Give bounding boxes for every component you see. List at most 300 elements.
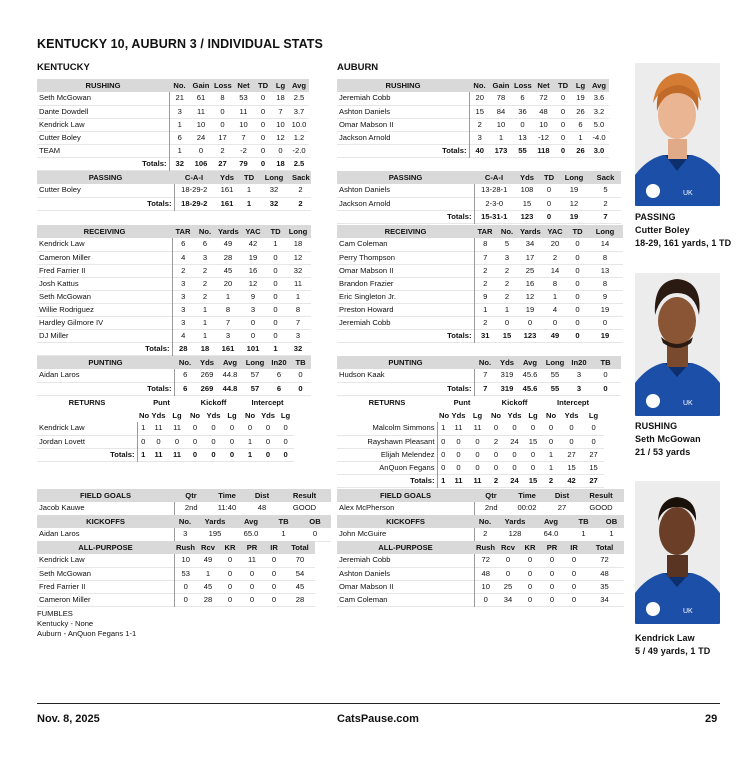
header-row: [337, 171, 621, 184]
player-name: Cam Coleman: [339, 594, 388, 604]
table-cell: 0: [475, 449, 480, 459]
column-header: Loss: [512, 79, 533, 92]
table-cell: 26: [576, 145, 585, 155]
table-row: [37, 422, 294, 435]
column-header: Long: [587, 225, 623, 238]
table-cell: 3: [576, 370, 582, 380]
player-name: Seth McGowan: [39, 568, 91, 578]
table-cell: 12: [293, 252, 303, 262]
column-header: No: [542, 409, 560, 422]
table-cell: 1: [504, 304, 510, 314]
table-cell: 0: [156, 436, 161, 446]
table-cell: 0: [549, 581, 555, 591]
auburn-field-goals-table: [337, 489, 624, 516]
table-cell: 11: [239, 106, 248, 116]
table-cell: 0: [273, 317, 278, 327]
table-cell: 2nd: [474, 502, 508, 515]
table-cell: 0: [569, 436, 574, 446]
column-header: PR: [241, 541, 263, 554]
column-header: Net: [533, 79, 554, 92]
table-cell: 53: [239, 93, 248, 103]
table-cell: 5: [504, 239, 510, 249]
table-cell: 0: [571, 568, 577, 578]
player-name: Jackson Arnold: [339, 198, 391, 208]
table-cell: 28: [172, 342, 194, 355]
column-header: C-A-I: [174, 171, 214, 184]
column-header: No.: [174, 515, 196, 528]
table-cell: 6: [174, 382, 196, 395]
table-cell: 4: [172, 329, 194, 342]
table-cell: 0: [571, 594, 577, 604]
column-header: Yds: [449, 409, 468, 422]
table-cell: 1.2: [293, 132, 305, 142]
header-row: [337, 356, 621, 369]
player-name: Aidan Laros: [39, 529, 80, 539]
table-row: [37, 554, 315, 567]
column-header: Yds: [560, 409, 583, 422]
table-row: [337, 238, 623, 251]
table-row: [37, 118, 309, 131]
footer-site: CatsPause.com: [337, 713, 419, 725]
table-cell: 27: [557, 503, 567, 513]
table-cell: 0: [527, 568, 533, 578]
column-header: KR: [519, 541, 541, 554]
table-cell: 31: [474, 329, 496, 342]
table-row: [37, 277, 311, 290]
table-cell: 7: [474, 382, 496, 395]
table-cell: 2: [474, 316, 496, 329]
table-row: [337, 316, 623, 329]
table-cell: 2: [220, 145, 225, 155]
player-name: Seth McGowan: [39, 93, 91, 103]
table-cell: 0: [546, 185, 552, 195]
column-header: Lg: [277, 409, 294, 422]
table-cell: 0: [437, 435, 449, 448]
table-cell: 1: [169, 118, 190, 131]
table-cell: 1: [202, 317, 208, 327]
table-cell: 11: [154, 423, 163, 433]
table-cell: 45.6: [522, 370, 538, 380]
table-cell: 0: [530, 449, 536, 459]
table-cell: 0: [211, 436, 216, 446]
table-cell: 319: [500, 383, 514, 393]
table-cell: 2: [504, 291, 510, 301]
table-cell: 8: [225, 304, 231, 314]
table-cell: 28: [295, 594, 305, 604]
table-cell: 45.6: [522, 383, 538, 393]
table-cell: 123: [523, 330, 537, 340]
column-header: Time: [208, 489, 246, 502]
table-cell: 1: [225, 291, 231, 301]
footer-divider: [37, 703, 720, 704]
page-title: KENTUCKY 10, AUBURN 3 / INDIVIDUAL STATS: [37, 37, 323, 51]
column-header: Lg: [572, 79, 589, 92]
player-photo-cutter-boley: [635, 63, 720, 206]
column-header: TB: [590, 356, 621, 369]
table-cell: 45: [223, 265, 233, 275]
table-cell: 25: [503, 581, 513, 591]
column-header: TD: [254, 79, 272, 92]
column-header: Long: [285, 225, 311, 238]
table-cell: 6: [578, 119, 583, 129]
table-row: [337, 92, 609, 105]
table-cell: 3: [169, 105, 190, 118]
kentucky-receiving-table: [37, 225, 311, 356]
table-row: [37, 528, 331, 541]
table-cell: 1: [247, 449, 253, 459]
table-cell: 0: [271, 568, 277, 578]
column-header: Lg: [468, 409, 487, 422]
caption-rushing: RUSHING Seth McGowan 21 / 53 yards: [635, 421, 701, 457]
column-header: Time: [508, 489, 546, 502]
table-cell: 15: [567, 462, 576, 472]
table-cell: 0: [174, 580, 197, 593]
table-cell: 0: [229, 449, 235, 459]
auburn-returns-table: [337, 396, 604, 488]
table-row: [37, 290, 311, 303]
table-cell: 0: [247, 423, 253, 433]
table-cell: 10: [239, 119, 248, 129]
player-name: Josh Kattus: [39, 278, 79, 288]
column-header: No.: [474, 515, 496, 528]
fumbles-title: FUMBLES: [37, 609, 73, 618]
table-cell: 28: [223, 252, 233, 262]
column-header: Sack: [590, 171, 621, 184]
table-cell: 7: [474, 251, 496, 264]
footer-date: Nov. 8, 2025: [37, 713, 100, 725]
kentucky-returns-table: [37, 396, 294, 462]
header-row: [337, 541, 624, 554]
column-header: OB: [299, 515, 331, 528]
totals-label: Totals:: [147, 383, 172, 393]
table-cell: 7: [603, 211, 608, 221]
header-row: [337, 489, 624, 502]
table-cell: 1: [247, 436, 253, 446]
column-header: Yds: [214, 171, 240, 184]
table-cell: 7: [225, 317, 231, 327]
table-cell: 20: [223, 278, 233, 288]
player-name: Kendrick Law: [39, 555, 85, 565]
table-cell: 11: [248, 555, 256, 565]
table-cell: 9: [250, 291, 256, 301]
column-header: C-A-I: [474, 171, 514, 184]
header-row: [337, 396, 604, 409]
table-cell: 0: [456, 449, 461, 459]
column-header: Yds: [496, 356, 518, 369]
table-cell: 2: [548, 475, 554, 485]
table-cell: 1: [474, 303, 496, 316]
auburn-all-purpose-table: [337, 541, 624, 607]
column-header: Qtr: [174, 489, 208, 502]
table-cell: 0: [229, 436, 235, 446]
table-cell: 11:40: [217, 503, 237, 513]
player-name: Cameron Miller: [39, 252, 91, 262]
table-cell: 32: [293, 265, 303, 275]
table-cell: 6: [276, 370, 282, 380]
table-cell: 25: [525, 265, 535, 275]
svg-text:UK: UK: [683, 190, 693, 197]
table-cell: 2: [474, 277, 496, 290]
column-header: PASSING: [337, 171, 474, 184]
table-cell: 1: [295, 291, 301, 301]
table-cell: 54: [295, 568, 305, 578]
table-cell: 0: [271, 555, 277, 565]
table-cell: 0: [549, 555, 555, 565]
column-header: Kickoff: [186, 396, 241, 409]
table-row: [37, 238, 311, 251]
table-cell: 0: [312, 529, 318, 539]
table-row: [337, 197, 621, 210]
table-row: [37, 369, 311, 382]
table-cell: 0: [603, 370, 608, 380]
table-cell: 1: [137, 422, 149, 435]
table-cell: 8: [474, 238, 496, 251]
column-header: No: [437, 409, 449, 422]
table-cell: 0: [575, 278, 580, 288]
footer-page-number: 29: [705, 713, 718, 725]
table-cell: 0: [546, 211, 552, 221]
column-header: Avg: [589, 79, 609, 92]
table-cell: 79: [239, 158, 248, 168]
column-header: Punt: [437, 396, 487, 409]
table-cell: 0: [298, 370, 303, 380]
table-cell: 195: [208, 529, 222, 539]
table-cell: 2: [202, 291, 208, 301]
column-header: Intercept: [542, 396, 604, 409]
player-name: Jackson Arnold: [339, 132, 391, 142]
table-cell: 1: [202, 304, 208, 314]
table-row: [337, 264, 623, 277]
table-cell: 1: [246, 198, 252, 208]
table-cell: 0: [475, 462, 480, 472]
column-header: Rcv: [497, 541, 519, 554]
table-cell: 0: [227, 568, 233, 578]
player-name: Cutter Boley: [39, 132, 81, 142]
header-row: [37, 396, 294, 409]
table-cell: 64.0: [543, 529, 559, 539]
table-cell: 108: [520, 185, 534, 195]
table-cell: 0: [474, 593, 497, 606]
column-header: Result: [278, 489, 331, 502]
header-row: [37, 79, 309, 92]
table-cell: 15: [528, 475, 538, 485]
table-cell: 0: [560, 145, 566, 155]
column-header: PR: [541, 541, 563, 554]
table-cell: 15: [502, 330, 512, 340]
column-header: Avg: [234, 515, 268, 528]
column-header: OB: [599, 515, 624, 528]
column-header: Yds: [505, 409, 524, 422]
table-cell: 11: [454, 423, 463, 433]
table-cell: 6: [174, 369, 196, 382]
table-cell: 10: [174, 554, 197, 567]
table-cell: 0: [137, 435, 149, 448]
player-name: Jacob Kauwe: [39, 503, 85, 513]
column-header: RECEIVING: [337, 225, 474, 238]
header-row: [337, 225, 623, 238]
table-cell: 49: [203, 555, 213, 565]
column-header: No: [137, 409, 149, 422]
column-header: Yards: [496, 515, 534, 528]
column-header: Lg: [583, 409, 604, 422]
table-cell: 8: [552, 278, 558, 288]
column-header: Total: [585, 541, 624, 554]
table-cell: 6: [202, 239, 208, 249]
table-cell: 24: [196, 132, 206, 142]
table-cell: 7: [295, 317, 301, 327]
table-cell: 0: [602, 317, 608, 327]
table-cell: 15: [469, 105, 490, 118]
table-cell: 1: [437, 422, 449, 435]
table-cell: 0: [227, 581, 233, 591]
table-cell: 3: [295, 330, 301, 340]
column-header: No.: [469, 79, 490, 92]
player-name: Omar Mabson II: [339, 265, 394, 275]
table-cell: 1: [548, 462, 554, 472]
player-name: Willie Rodriguez: [39, 304, 94, 314]
totals-label: Totals:: [145, 343, 170, 353]
table-cell: 49: [223, 239, 233, 249]
table-cell: 0: [283, 449, 288, 459]
table-cell: 32: [269, 185, 279, 195]
table-cell: 0: [250, 317, 256, 327]
table-cell: 269: [200, 370, 214, 380]
column-header: Yds: [514, 171, 540, 184]
table-cell: 72: [474, 554, 497, 567]
player-name: Seth McGowan: [39, 291, 91, 301]
table-cell: 3: [250, 304, 256, 314]
team-label-kentucky: KENTUCKY: [37, 62, 90, 73]
player-name: Rayshawn Pleasant: [367, 436, 435, 446]
table-cell: 57: [250, 383, 260, 393]
table-cell: 3.6: [593, 93, 605, 103]
player-name: Jeremiah Cobb: [339, 555, 391, 565]
column-header: TD: [554, 79, 572, 92]
player-name: Ashton Daniels: [339, 106, 391, 116]
table-cell: 3: [172, 277, 194, 290]
table-cell: 48: [539, 106, 548, 116]
table-cell: 55: [550, 370, 560, 380]
table-cell: 10: [474, 580, 497, 593]
player-photo-kendrick-law: [635, 481, 720, 624]
table-cell: 1: [202, 330, 208, 340]
column-header: PASSING: [37, 171, 174, 184]
table-cell: 10: [539, 119, 548, 129]
table-cell: 1: [498, 132, 504, 142]
table-row: [37, 144, 309, 157]
table-cell: 14: [550, 265, 560, 275]
table-cell: 161: [220, 185, 234, 195]
table-cell: 7: [241, 132, 246, 142]
column-header: No: [241, 409, 259, 422]
table-cell: 0: [549, 594, 555, 604]
blank-cell: [337, 409, 437, 422]
table-cell: 26: [576, 106, 585, 116]
column-header: Rush: [474, 541, 497, 554]
table-cell: 0: [249, 581, 255, 591]
column-header: No.: [496, 225, 518, 238]
player-name: Omar Mabson II: [339, 119, 394, 129]
table-cell: 1: [548, 449, 554, 459]
totals-row: [37, 342, 311, 355]
table-cell: 20: [469, 92, 490, 105]
table-cell: 2: [504, 278, 510, 288]
column-header: Sack: [290, 171, 311, 184]
player-name: Hardley Gilmore IV: [39, 317, 104, 327]
kentucky-passing-table: [37, 171, 311, 211]
table-row: [337, 184, 621, 197]
totals-label: Totals:: [110, 449, 135, 459]
table-cell: 72: [600, 555, 609, 565]
table-cell: 12: [569, 198, 579, 208]
table-cell: 28: [203, 594, 213, 604]
player-name: Alex McPherson: [339, 503, 395, 513]
fumbles-auburn: Auburn - AnQuon Fegans 1-1: [37, 629, 137, 638]
header-row: [37, 171, 311, 184]
table-cell: 0: [575, 239, 580, 249]
table-cell: 18-29-2: [174, 197, 214, 210]
table-cell: 0: [546, 198, 552, 208]
table-cell: 17: [525, 252, 535, 262]
column-header: TD: [568, 225, 587, 238]
team-label-auburn: AUBURN: [337, 62, 379, 73]
player-name: Cameron Miller: [39, 594, 91, 604]
column-header: Yds: [196, 356, 218, 369]
table-cell: 2: [493, 475, 499, 485]
table-cell: 0: [512, 462, 517, 472]
table-cell: 11: [173, 423, 181, 433]
table-cell: 118: [537, 145, 550, 155]
table-cell: 53: [174, 567, 197, 580]
column-header: Yds: [149, 409, 168, 422]
table-cell: 0: [260, 145, 266, 155]
table-cell: 0: [591, 436, 596, 446]
column-header: No.: [169, 79, 190, 92]
table-cell: 3: [576, 383, 582, 393]
player-name: Kendrick Law: [39, 423, 85, 433]
table-cell: 0: [271, 594, 277, 604]
table-cell: 13-28-1: [474, 184, 514, 197]
table-cell: 19: [248, 252, 258, 262]
table-cell: 0: [527, 594, 533, 604]
table-cell: 8: [220, 93, 225, 103]
table-cell: 0: [575, 304, 580, 314]
column-header: TB: [568, 515, 599, 528]
player-name: Jordan Lovett: [39, 436, 86, 446]
table-cell: 16: [248, 265, 258, 275]
column-header: TB: [268, 515, 299, 528]
table-row: [337, 290, 623, 303]
table-cell: 32: [293, 343, 303, 353]
table-cell: 0: [560, 106, 566, 116]
table-cell: 0: [260, 106, 266, 116]
table-cell: 40: [469, 144, 490, 157]
table-cell: 3.7: [293, 106, 305, 116]
header-row: [337, 79, 609, 92]
table-row: [337, 554, 624, 567]
column-header: TAR: [474, 225, 496, 238]
table-cell: 0: [260, 158, 266, 168]
table-cell: 0: [575, 317, 580, 327]
table-cell: 3: [504, 252, 510, 262]
player-name: Kendrick Law: [39, 239, 85, 249]
table-row: [337, 369, 621, 382]
table-cell: 18: [276, 158, 285, 168]
totals-row: [337, 474, 604, 487]
table-cell: -4.0: [592, 132, 606, 142]
table-cell: 0: [493, 462, 499, 472]
subheader-row: [37, 409, 294, 422]
